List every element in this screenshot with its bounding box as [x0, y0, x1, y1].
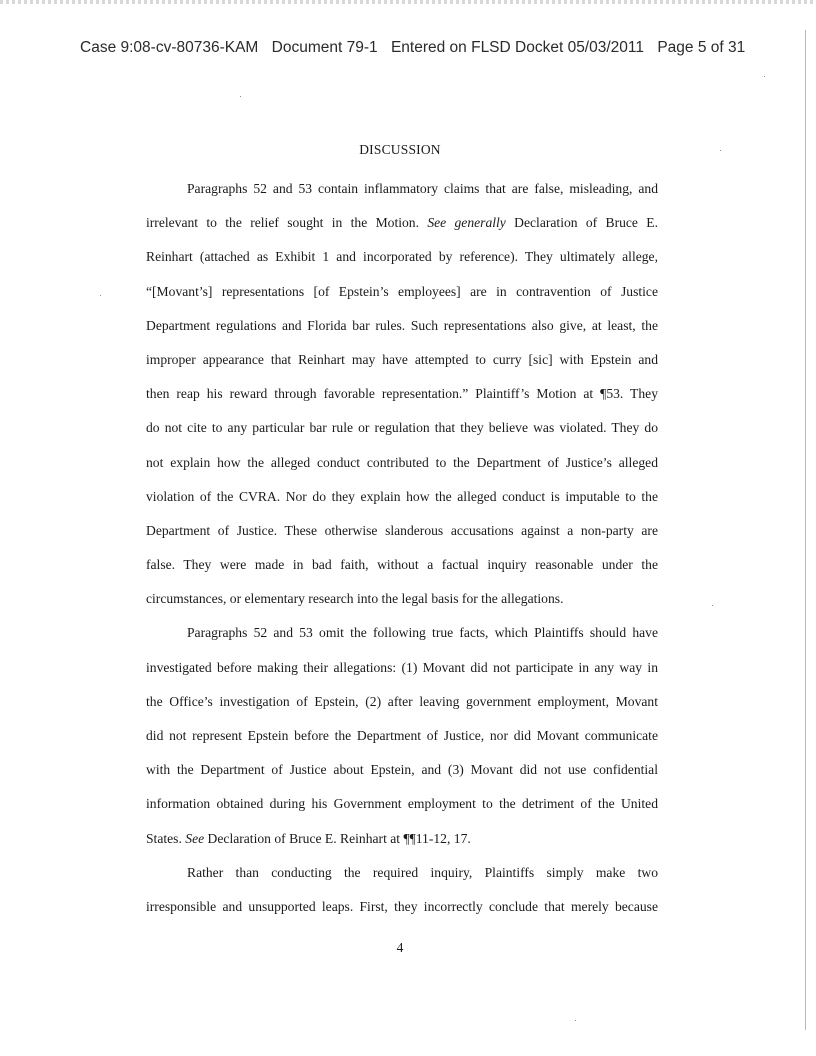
docket-entry: Entered on FLSD Docket 05/03/2011	[390, 39, 644, 56]
text-line: circumstances, or elementary research into the legal basis for the allegations.	[146, 591, 564, 607]
text-line: do not cite to any particular bar rule or regulation that they believe was violated. They do	[146, 420, 658, 436]
document-number: Document 79-1	[271, 39, 378, 56]
page-indicator: Page 5 of 31	[657, 39, 746, 56]
text-line: not explain how the alleged conduct contributed to the Department of Justice’s alleged	[146, 454, 658, 470]
docket-header	[80, 39, 750, 57]
text-line: Reinhart (attached as Exhibit 1 and incorporated by reference). They ultimately allege,	[146, 249, 658, 265]
text-line: Department regulations and Florida bar rules. Such representations also give, at least, the	[146, 317, 658, 333]
citation-signal: See	[185, 830, 205, 846]
text-line: Paragraphs 52 and 53 omit the following true facts, which Plaintiffs should have	[187, 625, 658, 641]
text-segment: Declaration of Bruce E.	[505, 215, 658, 231]
text-line: improper appearance that Reinhart may have attempted to curry [sic] with Epstein and	[146, 351, 658, 367]
text-line: false. They were made in bad faith, without a factual inquiry reasonable under the	[146, 557, 658, 573]
citation-signal: See generally	[427, 215, 506, 231]
scan-speck	[712, 605, 713, 606]
text-segment: Declaration of Bruce E. Reinhart at ¶¶11-12, 17.	[204, 830, 471, 846]
text-line: did not represent Epstein before the Department of Justice, nor did Movant communicate	[146, 728, 658, 743]
scan-speck	[575, 1020, 576, 1021]
case-number: Case 9:08-cv-80736-KAM	[80, 39, 259, 56]
text-line: investigated before making their allegations: (1) Movant did not participate in any way in	[146, 659, 658, 675]
text-line	[146, 206, 658, 240]
scan-speck	[100, 295, 101, 296]
text-line: the Office’s investigation of Epstein, (2) after leaving government employment, Movant	[146, 693, 658, 709]
text-line	[146, 822, 658, 856]
section-heading: DISCUSSION	[359, 142, 441, 157]
text-line: violation of the CVRA. Nor do they explain how the alleged conduct is imputable to the	[146, 488, 658, 504]
text-line: “[Movant’s] representations [of Epstein’s employees] are in contravention of Justice	[146, 283, 658, 299]
body-text	[146, 172, 658, 924]
scan-edge-right	[805, 30, 806, 1030]
text-line: with the Department of Justice about Epstein, and (3) Movant did not use confidential	[146, 762, 658, 778]
text-line: information obtained during his Government employment to the detriment of the United	[146, 796, 658, 812]
text-segment: States.	[146, 830, 186, 846]
text-segment: irrelevant to the relief sought in the Motion.	[146, 215, 428, 231]
scan-speck	[240, 96, 241, 97]
text-line: Rather than conducting the required inquiry, Plaintiffs simply make two	[187, 864, 658, 880]
page-number: 4	[396, 940, 404, 955]
text-line: Paragraphs 52 and 53 contain inflammatory claims that are false, misleading, and	[187, 181, 658, 196]
text-line: irresponsible and unsupported leaps. First, they incorrectly conclude that merely because	[146, 898, 658, 914]
scan-edge-top	[0, 0, 816, 4]
text-line: then reap his reward through favorable representation.” Plaintiff’s Motion at ¶53. They	[146, 386, 658, 402]
scan-speck	[764, 76, 765, 77]
text-line: Department of Justice. These otherwise slanderous accusations against a non-party are	[146, 522, 658, 538]
